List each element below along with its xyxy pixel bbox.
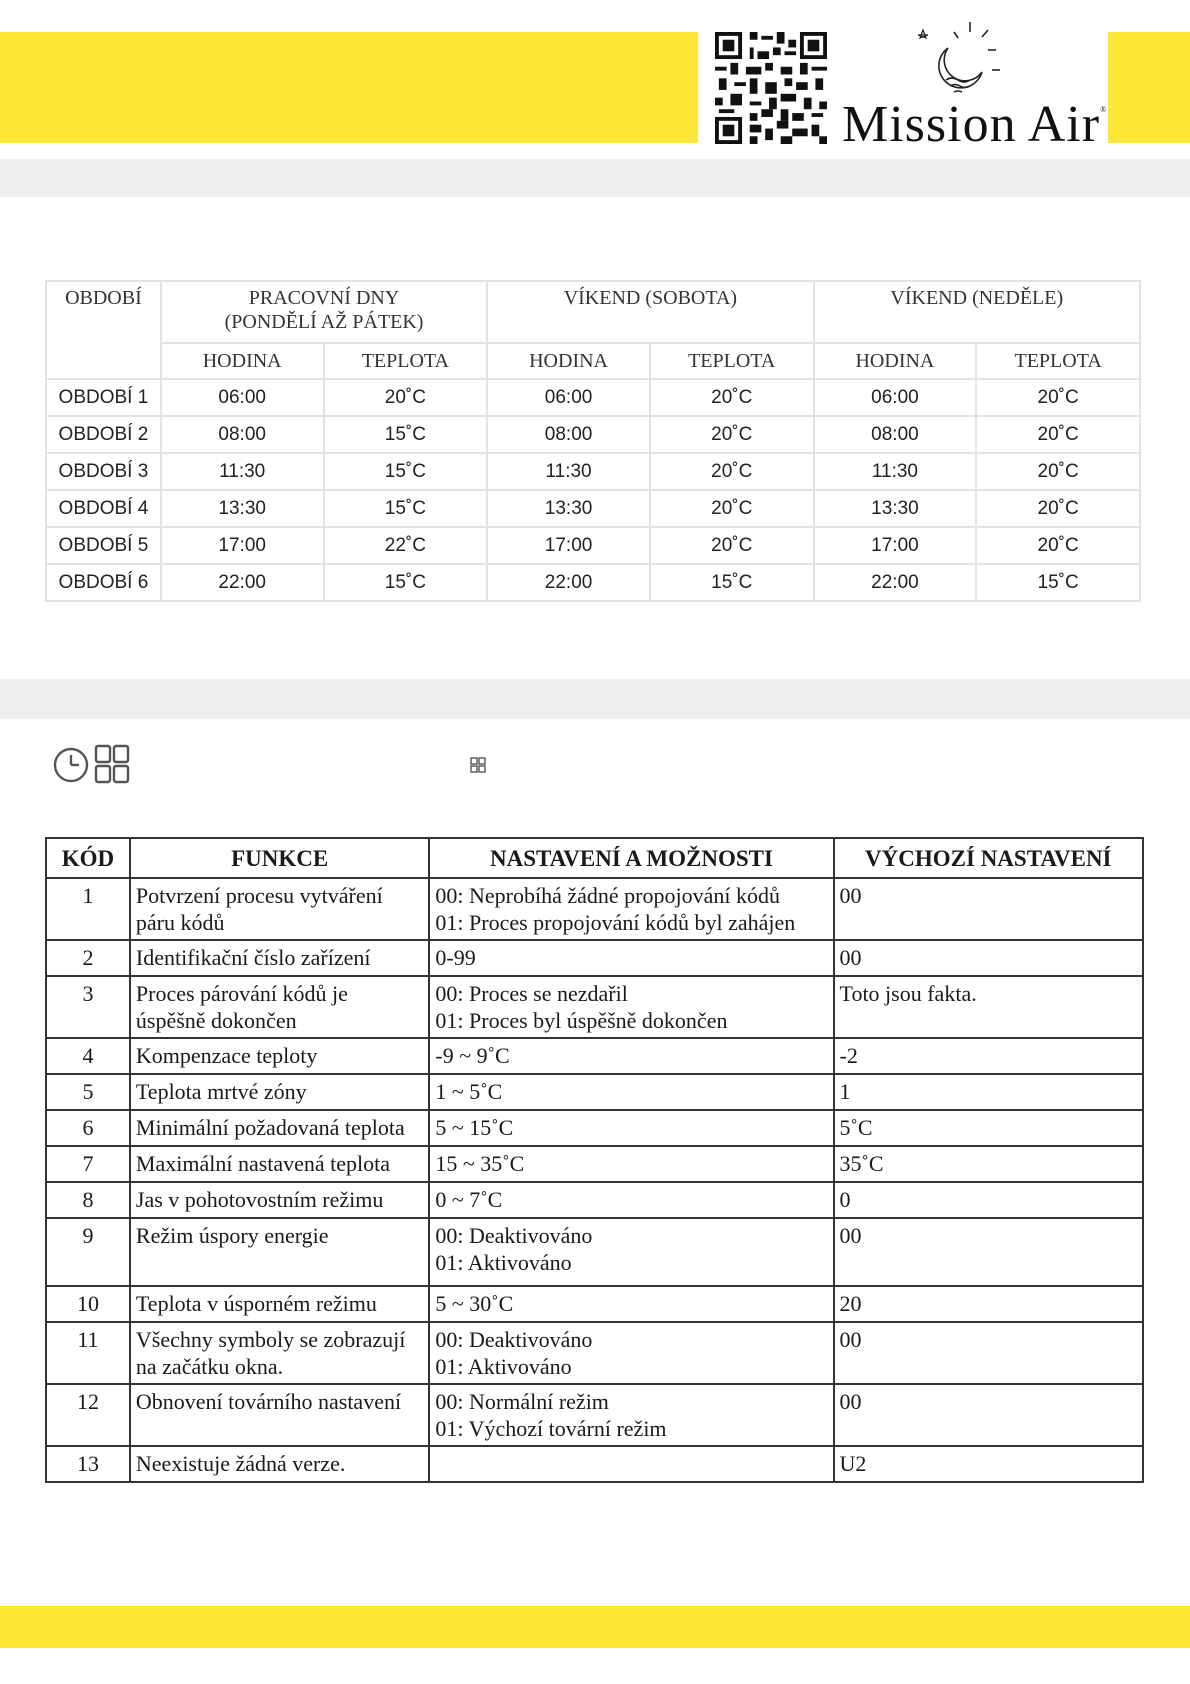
function-cell	[130, 1218, 430, 1286]
settings-cell	[429, 1384, 833, 1446]
sunday-temp: 20˚C	[976, 527, 1140, 564]
settings-cell	[429, 1110, 833, 1146]
settings-line: 5 ~ 30˚C	[435, 1291, 514, 1316]
sunday-hour: 22:00	[814, 564, 977, 601]
function-line: Všechny symboly se zobrazují	[135, 1327, 406, 1352]
function-line: Kompenzace teploty	[135, 1043, 318, 1068]
function-line: Teplota v úsporném režimu	[135, 1291, 377, 1316]
brand-name	[842, 95, 1107, 154]
default-cell: -2	[834, 1038, 1143, 1074]
code-cell: 12	[46, 1384, 130, 1446]
settings-line: 5 ~ 15˚C	[435, 1115, 514, 1140]
period-cell: OBDOBÍ 3	[46, 453, 161, 490]
function-cell	[130, 1110, 430, 1146]
saturday-temp: 15˚C	[650, 564, 814, 601]
period-cell: OBDOBÍ 2	[46, 416, 161, 453]
function-codes-table	[45, 837, 1144, 1483]
function-line: Proces párování kódů je	[135, 981, 348, 1006]
workday-hour: 11:30	[161, 453, 324, 490]
header-hour: HODINA	[814, 343, 977, 379]
sunday-temp: 20˚C	[976, 416, 1140, 453]
settings-line: 00: Neprobíhá žádné propojování kódů	[435, 883, 780, 908]
code-cell: 6	[46, 1110, 130, 1146]
saturday-hour: 13:30	[487, 490, 650, 527]
saturday-temp: 20˚C	[650, 490, 814, 527]
function-line: Jas v pohotovostním režimu	[135, 1187, 384, 1212]
code-row	[46, 1384, 1143, 1446]
settings-line: 0-99	[435, 945, 476, 970]
function-cell	[130, 1384, 430, 1446]
schedule-row	[46, 416, 1140, 453]
settings-line: 01: Aktivováno	[435, 1250, 572, 1275]
workday-hour: 08:00	[161, 416, 324, 453]
settings-line: 15 ~ 35˚C	[435, 1151, 525, 1176]
saturday-hour: 11:30	[487, 453, 650, 490]
workday-temp: 20˚C	[324, 379, 488, 416]
header-temp: TEPLOTA	[650, 343, 814, 379]
sunday-temp: 15˚C	[976, 564, 1140, 601]
settings-cell	[429, 1286, 833, 1322]
small-grid-icon	[470, 757, 486, 773]
function-cell	[130, 878, 430, 940]
code-row	[46, 976, 1143, 1038]
sunday-temp: 20˚C	[976, 453, 1140, 490]
code-row	[46, 1038, 1143, 1074]
settings-cell	[429, 1322, 833, 1384]
workday-hour: 17:00	[161, 527, 324, 564]
clock-icon	[55, 749, 87, 781]
code-row	[46, 1322, 1143, 1384]
code-cell: 2	[46, 940, 130, 976]
code-cell: 13	[46, 1446, 130, 1482]
logo-sun-moon-icon	[910, 20, 1002, 100]
function-cell	[130, 1074, 430, 1110]
settings-cell	[429, 1182, 833, 1218]
header-settings: NASTAVENÍ A MOŽNOSTI	[429, 838, 833, 878]
function-line: Potvrzení procesu vytváření	[135, 883, 383, 908]
function-cell	[130, 940, 430, 976]
settings-cell	[429, 1146, 833, 1182]
function-line: Teplota mrtvé zóny	[135, 1079, 307, 1104]
code-row	[46, 1446, 1143, 1482]
function-cell	[130, 1038, 430, 1074]
grid-icon	[96, 746, 128, 782]
saturday-temp: 20˚C	[650, 416, 814, 453]
code-cell: 9	[46, 1218, 130, 1286]
bottom-band	[0, 1606, 1190, 1648]
header-default: VÝCHOZÍ NASTAVENÍ	[834, 838, 1143, 878]
settings-line: 01: Proces propojování kódů byl zahájen	[435, 910, 796, 935]
clock-grid-icons	[52, 743, 132, 785]
settings-line: 01: Proces byl úspěšně dokončen	[435, 1008, 728, 1033]
header-workdays	[161, 281, 487, 343]
function-cell	[130, 1446, 430, 1482]
code-row	[46, 1074, 1143, 1110]
settings-line: 0 ~ 7˚C	[435, 1187, 503, 1212]
function-line: Maximální nastavená teplota	[135, 1151, 391, 1176]
header-hour: HODINA	[161, 343, 324, 379]
code-cell: 10	[46, 1286, 130, 1322]
brand-text: Mission Air	[842, 96, 1101, 153]
schedule-table	[45, 280, 1141, 602]
default-cell: 0	[834, 1182, 1143, 1218]
header-temp: TEPLOTA	[324, 343, 488, 379]
workday-temp: 15˚C	[324, 416, 488, 453]
function-line: Minimální požadovaná teplota	[135, 1115, 405, 1140]
settings-cell	[429, 1218, 833, 1286]
settings-line: 00: Deaktivováno	[435, 1223, 593, 1248]
saturday-temp: 20˚C	[650, 453, 814, 490]
saturday-temp: 20˚C	[650, 527, 814, 564]
code-cell: 7	[46, 1146, 130, 1182]
function-cell	[130, 1286, 430, 1322]
workday-hour: 22:00	[161, 564, 324, 601]
function-line: Identifikační číslo zařízení	[135, 945, 371, 970]
workday-temp: 22˚C	[324, 527, 488, 564]
function-line: páru kódů	[135, 910, 225, 935]
code-row	[46, 940, 1143, 976]
settings-line: 01: Aktivováno	[435, 1354, 572, 1379]
schedule-row	[46, 527, 1140, 564]
period-cell: OBDOBÍ 4	[46, 490, 161, 527]
saturday-temp: 20˚C	[650, 379, 814, 416]
function-line: Režim úspory energie	[135, 1223, 329, 1248]
default-cell: 1	[834, 1074, 1143, 1110]
schedule-row	[46, 379, 1140, 416]
function-line: úspěšně dokončen	[135, 1008, 297, 1033]
sunday-hour: 17:00	[814, 527, 977, 564]
sunday-hour: 13:30	[814, 490, 977, 527]
settings-cell	[429, 976, 833, 1038]
workday-hour: 06:00	[161, 379, 324, 416]
sunday-hour: 06:00	[814, 379, 977, 416]
default-cell: U2	[834, 1446, 1143, 1482]
period-cell: OBDOBÍ 6	[46, 564, 161, 601]
settings-line: 00: Proces se nezdařil	[435, 981, 628, 1006]
settings-line: 1 ~ 5˚C	[435, 1079, 503, 1104]
default-cell: 20	[834, 1286, 1143, 1322]
code-row	[46, 1286, 1143, 1322]
default-cell: 35˚C	[834, 1146, 1143, 1182]
code-row	[46, 1218, 1143, 1286]
code-cell: 1	[46, 878, 130, 940]
schedule-row	[46, 564, 1140, 601]
function-line: na začátku okna.	[135, 1354, 284, 1379]
default-cell: Toto jsou fakta.	[834, 976, 1143, 1038]
settings-cell	[429, 1038, 833, 1074]
default-cell: 00	[834, 1322, 1143, 1384]
section-band-2	[0, 679, 1190, 719]
top-band-left	[0, 32, 698, 143]
period-cell: OBDOBÍ 5	[46, 527, 161, 564]
schedule-row	[46, 453, 1140, 490]
settings-cell	[429, 1446, 833, 1482]
sunday-temp: 20˚C	[976, 490, 1140, 527]
settings-line: 00: Deaktivováno	[435, 1327, 593, 1352]
saturday-hour: 22:00	[487, 564, 650, 601]
settings-cell	[429, 940, 833, 976]
settings-cell	[429, 1074, 833, 1110]
top-band-right	[1108, 32, 1190, 143]
code-cell: 3	[46, 976, 130, 1038]
code-cell: 4	[46, 1038, 130, 1074]
sunday-hour: 08:00	[814, 416, 977, 453]
default-cell: 00	[834, 1384, 1143, 1446]
qr-code[interactable]	[715, 32, 827, 144]
code-row	[46, 1146, 1143, 1182]
code-row	[46, 1182, 1143, 1218]
section-band-1	[0, 159, 1190, 197]
function-cell	[130, 1146, 430, 1182]
function-line: Obnovení továrního nastavení	[135, 1389, 402, 1414]
header-function: FUNKCE	[130, 838, 430, 878]
sunday-temp: 20˚C	[976, 379, 1140, 416]
default-cell: 00	[834, 878, 1143, 940]
function-cell	[130, 1182, 430, 1218]
header-code: KÓD	[46, 838, 130, 878]
workday-hour: 13:30	[161, 490, 324, 527]
default-cell: 00	[834, 940, 1143, 976]
workday-temp: 15˚C	[324, 453, 488, 490]
code-row	[46, 878, 1143, 940]
settings-cell	[429, 878, 833, 940]
code-cell: 5	[46, 1074, 130, 1110]
default-cell: 00	[834, 1218, 1143, 1286]
code-cell: 11	[46, 1322, 130, 1384]
function-line: Neexistuje žádná verze.	[135, 1451, 346, 1476]
header-workdays-sub: (PONDĚLÍ AŽ PÁTEK)	[224, 311, 424, 333]
workday-temp: 15˚C	[324, 490, 488, 527]
function-cell	[130, 1322, 430, 1384]
sunday-hour: 11:30	[814, 453, 977, 490]
header-saturday: VÍKEND (SOBOTA)	[487, 281, 813, 343]
saturday-hour: 17:00	[487, 527, 650, 564]
header-period: OBDOBÍ	[46, 281, 161, 379]
header-hour: HODINA	[487, 343, 650, 379]
workday-temp: 15˚C	[324, 564, 488, 601]
saturday-hour: 06:00	[487, 379, 650, 416]
default-cell: 5˚C	[834, 1110, 1143, 1146]
settings-line: 01: Výchozí tovární režim	[435, 1416, 667, 1441]
header-temp: TEPLOTA	[976, 343, 1140, 379]
code-cell: 8	[46, 1182, 130, 1218]
function-cell	[130, 976, 430, 1038]
period-cell: OBDOBÍ 1	[46, 379, 161, 416]
header-workdays-title: PRACOVNÍ DNY	[248, 287, 400, 309]
registered-mark: ®	[1100, 105, 1108, 114]
header-sunday: VÍKEND (NEDĚLE)	[814, 281, 1140, 343]
schedule-row	[46, 490, 1140, 527]
code-row	[46, 1110, 1143, 1146]
settings-line: -9 ~ 9˚C	[435, 1043, 510, 1068]
settings-line: 00: Normální režim	[435, 1389, 609, 1414]
saturday-hour: 08:00	[487, 416, 650, 453]
